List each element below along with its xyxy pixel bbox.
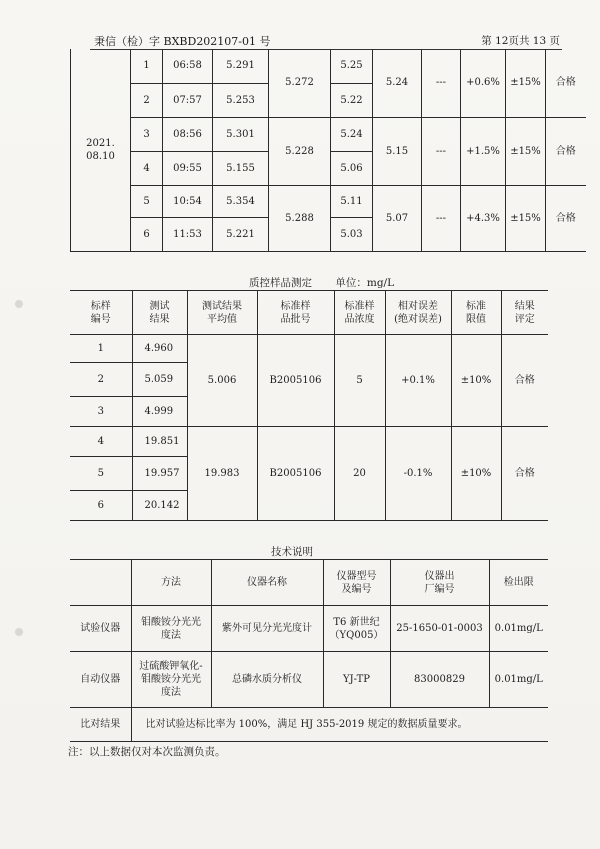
relative-error: +0.1% [385,335,451,427]
detection-limit: 0.01mg/L [489,606,548,652]
verdict: 合格 [501,427,548,521]
sample-no: 3 [131,117,163,151]
factory-serial-no: 25-1650-01-0003 [390,606,489,652]
sample-time: 08:56 [163,117,213,151]
verdict: 合格 [546,49,586,117]
column-header: 检出限 [489,560,548,606]
table-row [71,49,586,83]
standard-concentration: 20 [334,427,385,521]
method: 过硫酸钾氧化- 钼酸铵分光光 度法 [131,652,211,708]
sample-no: 4 [131,151,163,185]
auto-average: 5.288 [269,185,331,251]
sample-no: 5 [70,457,132,491]
sample-no: 1 [70,335,132,363]
column-header: 相对误差 (绝对误差) [385,291,451,335]
tech-description-table [70,559,548,742]
verdict: 合格 [546,117,586,185]
column-header: 仪器型号 及编号 [323,560,390,606]
result-average: 5.006 [187,335,257,427]
tech-table-caption: 技术说明 [271,546,313,558]
sample-no: 2 [131,83,163,117]
test-result: 20.142 [132,491,187,521]
standard-concentration: 5 [334,335,385,427]
error-limit: ±15% [506,117,546,185]
document-number: 秉信（检）字 BXBD202107-01 号 [94,35,271,48]
column-header: 标准样 品浓度 [334,291,385,335]
test-result: 4.960 [132,335,187,363]
manual-average: 5.15 [373,117,422,185]
instrument-type-label: 试验仪器 [70,606,131,652]
verdict: 合格 [501,335,548,427]
table-row [70,606,548,652]
table-row [71,185,586,217]
table-row [70,335,548,363]
manual-result: 5.22 [331,83,373,117]
standard-batch-no: B2005106 [257,335,334,427]
sample-no: 4 [70,427,132,457]
instrument-type-label: 自动仪器 [70,652,131,708]
dash-value: --- [422,185,461,251]
manual-result: 5.25 [331,49,373,83]
table-row [70,560,548,606]
manual-average: 5.07 [373,185,422,251]
table-row [70,291,548,335]
test-result: 19.851 [132,427,187,457]
relative-error: +4.3% [461,185,506,251]
auto-result: 5.354 [213,185,269,217]
sample-time: 09:55 [163,151,213,185]
sample-time: 10:54 [163,185,213,217]
auto-average: 5.272 [269,49,331,117]
dash-value: --- [422,49,461,117]
detection-limit: 0.01mg/L [489,652,548,708]
table-row [70,427,548,457]
instrument-name: 紫外可见分光光度计 [211,606,323,652]
blank-cell [70,560,131,606]
manual-result: 5.03 [331,217,373,251]
manual-result: 5.11 [331,185,373,217]
column-header: 仪器出 厂编号 [390,560,489,606]
sample-time: 11:53 [163,217,213,251]
dash-value: --- [422,117,461,185]
qc-sample-table [70,290,548,521]
instrument-model: YJ-TP [323,652,390,708]
binding-hole-mark [15,628,23,636]
page-info: 第 12页共 13 页 [481,35,560,47]
column-header: 标准样 品批号 [257,291,334,335]
verdict: 合格 [546,185,586,251]
instrument-model: T6 新世纪 （YQ005） [323,606,390,652]
column-header: 方法 [131,560,211,606]
column-header: 测试 结果 [132,291,187,335]
sample-no: 1 [131,49,163,83]
sample-time: 06:58 [163,49,213,83]
qc-table-caption: 质控样品测定 单位：mg/L [249,277,395,289]
footer-note: 注：以上数据仅对本次监测负责。 [68,746,226,758]
method: 钼酸铵分光光 度法 [131,606,211,652]
column-header: 结果 评定 [501,291,548,335]
table-row [71,117,586,151]
error-limit: ±15% [506,185,546,251]
manual-result: 5.06 [331,151,373,185]
standard-batch-no: B2005106 [257,427,334,521]
sample-no: 5 [131,185,163,217]
sample-no: 3 [70,397,132,427]
instrument-name: 总磷水质分析仪 [211,652,323,708]
relative-error: -0.1% [385,427,451,521]
auto-result: 5.221 [213,217,269,251]
sample-no: 6 [131,217,163,251]
sample-time: 07:57 [163,83,213,117]
table-row [70,708,548,742]
table-row [70,652,548,708]
relative-error: +0.6% [461,49,506,117]
sample-date: 2021. 08.10 [71,49,131,251]
comparison-result-text: 比对试验达标比率为 100%，满足 HJ 355-2019 规定的数据质量要求。 [131,708,548,742]
test-result: 19.957 [132,457,187,491]
manual-average: 5.24 [373,49,422,117]
column-header: 测试结果 平均值 [187,291,257,335]
column-header: 标准 限值 [451,291,501,335]
manual-result: 5.24 [331,117,373,151]
auto-result: 5.291 [213,49,269,83]
auto-result: 5.253 [213,83,269,117]
error-limit: ±15% [506,49,546,117]
sample-no: 6 [70,491,132,521]
result-average: 19.983 [187,427,257,521]
standard-limit: ±10% [451,427,501,521]
factory-serial-no: 83000829 [390,652,489,708]
standard-limit: ±10% [451,335,501,427]
sample-no: 2 [70,363,132,397]
precision-table [70,49,586,252]
column-header: 仪器名称 [211,560,323,606]
test-result: 4.999 [132,397,187,427]
relative-error: +1.5% [461,117,506,185]
comparison-result-label: 比对结果 [70,708,131,742]
auto-result: 5.155 [213,151,269,185]
binding-hole-mark [15,300,23,308]
test-result: 5.059 [132,363,187,397]
column-header: 标样 编号 [70,291,132,335]
auto-average: 5.228 [269,117,331,185]
auto-result: 5.301 [213,117,269,151]
